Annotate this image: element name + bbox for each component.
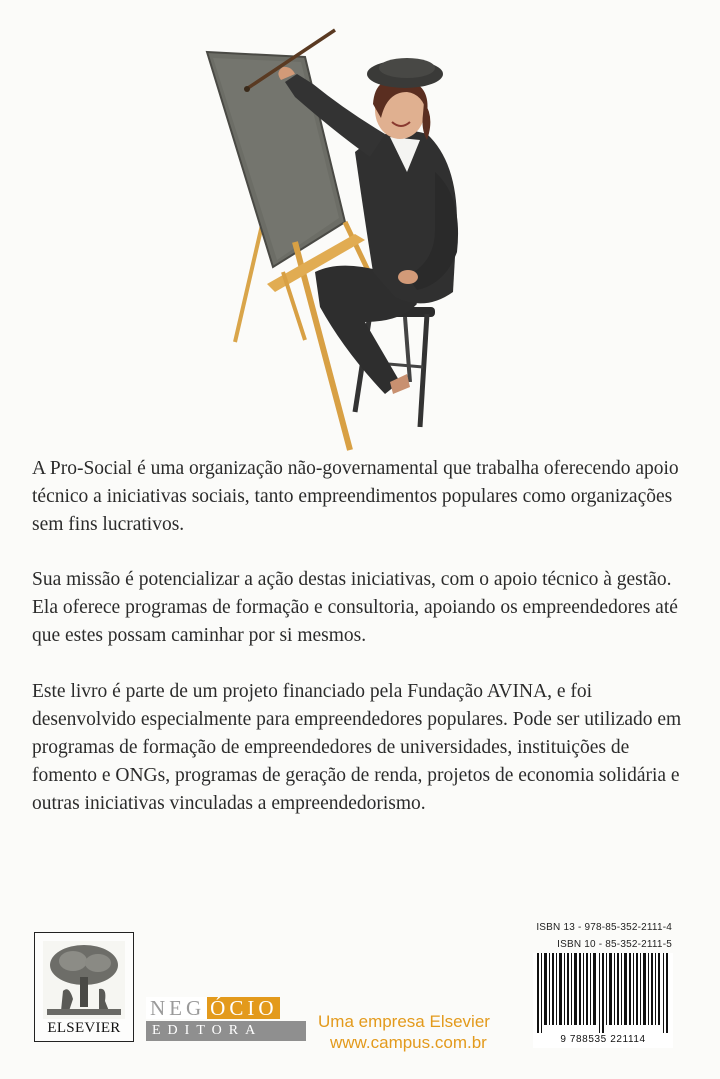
elsevier-logo — [34, 932, 134, 1042]
elsevier-wordmark: ELSEVIER — [47, 1020, 121, 1036]
negocio-editora-logo — [146, 997, 306, 1043]
intro-paragraph: A Pro-Social é uma organização não-governamental que trabalha oferecendo apoio técnico a iniciativas sociais, tanto empreendimentos populares como organizações sem fins lucrativos. — [32, 458, 679, 535]
isbn-13: ISBN 13 - 978-85-352-2111-4 — [536, 922, 672, 933]
book-description-paragraph: Este livro é parte de um projeto financiado pela Fundação AVINA, e foi desenvolvido especialmente para empreendedores populares. Pode ser utilizado em programas de formação de empreendedores de universidades, instituições de fomento e ONGs, programas de geração de renda, projetos de economia solidária e outras iniciativas vinculadas a empreendedorismo. — [32, 681, 682, 814]
elsevier-tree-icon — [43, 941, 125, 1019]
publisher-tagline: Uma empresa Elsevier — [318, 1012, 490, 1031]
woman-painting-illustration — [195, 22, 485, 457]
negocio-sub-wordmark: EDITORA — [146, 1021, 306, 1041]
negocio-part2: ÓCIO — [207, 997, 279, 1019]
negocio-part1: NEG — [146, 997, 207, 1019]
isbn-10: ISBN 10 - 85-352-2111-5 — [557, 939, 672, 950]
publisher-website-link[interactable]: www.campus.com.br — [330, 1033, 487, 1052]
negocio-wordmark — [146, 997, 306, 1019]
barcode-digits: 9 788535 221114 — [533, 1033, 673, 1045]
mission-paragraph: Sua missão é potencializar a ação destas iniciativas, com o apoio técnico à gestão. Ela oferece programas de formação e consultoria, apoiando os empreendedores até que estes possam caminhar por si mesmos. — [32, 569, 678, 646]
